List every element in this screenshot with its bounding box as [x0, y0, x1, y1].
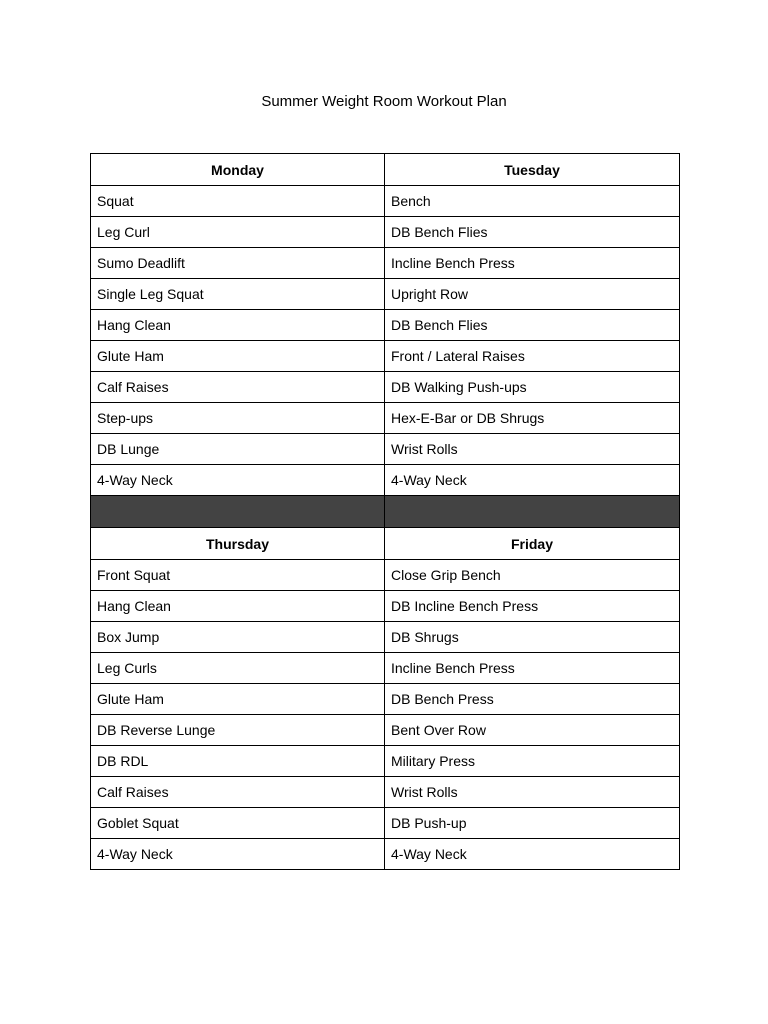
table-row — [91, 560, 680, 591]
table-row — [91, 217, 680, 248]
exercise-cell: Front / Lateral Raises — [385, 341, 680, 372]
exercise-cell: DB Walking Push-ups — [385, 372, 680, 403]
exercise-cell: DB RDL — [91, 746, 385, 777]
exercise-cell: Incline Bench Press — [385, 653, 680, 684]
exercise-cell: Wrist Rolls — [385, 434, 680, 465]
exercise-cell: Glute Ham — [91, 684, 385, 715]
separator-cell — [385, 496, 680, 528]
day-header: Thursday — [91, 528, 385, 560]
exercise-cell: Military Press — [385, 746, 680, 777]
day-header: Tuesday — [385, 154, 680, 186]
exercise-cell: DB Reverse Lunge — [91, 715, 385, 746]
exercise-cell: DB Shrugs — [385, 622, 680, 653]
day-header-row — [91, 154, 680, 186]
table-row — [91, 591, 680, 622]
exercise-cell: 4-Way Neck — [91, 839, 385, 870]
exercise-cell: DB Incline Bench Press — [385, 591, 680, 622]
day-header: Friday — [385, 528, 680, 560]
table-row — [91, 186, 680, 217]
exercise-cell: 4-Way Neck — [385, 839, 680, 870]
table-row — [91, 341, 680, 372]
table-row — [91, 777, 680, 808]
day-header: Monday — [91, 154, 385, 186]
table-row — [91, 279, 680, 310]
table-row — [91, 403, 680, 434]
exercise-cell: Goblet Squat — [91, 808, 385, 839]
exercise-cell: DB Bench Flies — [385, 217, 680, 248]
exercise-cell: Incline Bench Press — [385, 248, 680, 279]
exercise-cell: Step-ups — [91, 403, 385, 434]
exercise-cell: DB Bench Press — [385, 684, 680, 715]
exercise-cell: DB Bench Flies — [385, 310, 680, 341]
exercise-cell: Upright Row — [385, 279, 680, 310]
separator-row — [91, 496, 680, 528]
table-row — [91, 372, 680, 403]
exercise-cell: Wrist Rolls — [385, 777, 680, 808]
exercise-cell: 4-Way Neck — [91, 465, 385, 496]
exercise-cell: DB Push-up — [385, 808, 680, 839]
table-row — [91, 684, 680, 715]
table-row — [91, 310, 680, 341]
exercise-cell: Sumo Deadlift — [91, 248, 385, 279]
table-row — [91, 839, 680, 870]
table-row — [91, 746, 680, 777]
exercise-cell: Squat — [91, 186, 385, 217]
table-row — [91, 248, 680, 279]
table-row — [91, 465, 680, 496]
workout-table-body — [91, 154, 680, 870]
exercise-cell: Hex-E-Bar or DB Shrugs — [385, 403, 680, 434]
table-row — [91, 715, 680, 746]
exercise-cell: Leg Curls — [91, 653, 385, 684]
exercise-cell: Hang Clean — [91, 591, 385, 622]
separator-cell — [91, 496, 385, 528]
exercise-cell: Calf Raises — [91, 777, 385, 808]
exercise-cell: Single Leg Squat — [91, 279, 385, 310]
exercise-cell: Hang Clean — [91, 310, 385, 341]
table-row — [91, 653, 680, 684]
page-title: Summer Weight Room Workout Plan — [261, 93, 507, 110]
exercise-cell: Front Squat — [91, 560, 385, 591]
exercise-cell: 4-Way Neck — [385, 465, 680, 496]
exercise-cell: Bench — [385, 186, 680, 217]
table-row — [91, 808, 680, 839]
exercise-cell: DB Lunge — [91, 434, 385, 465]
table-row — [91, 434, 680, 465]
exercise-cell: Box Jump — [91, 622, 385, 653]
exercise-cell: Glute Ham — [91, 341, 385, 372]
exercise-cell: Close Grip Bench — [385, 560, 680, 591]
workout-table — [90, 153, 680, 870]
exercise-cell: Calf Raises — [91, 372, 385, 403]
exercise-cell: Bent Over Row — [385, 715, 680, 746]
day-header-row — [91, 528, 680, 560]
table-row — [91, 622, 680, 653]
exercise-cell: Leg Curl — [91, 217, 385, 248]
